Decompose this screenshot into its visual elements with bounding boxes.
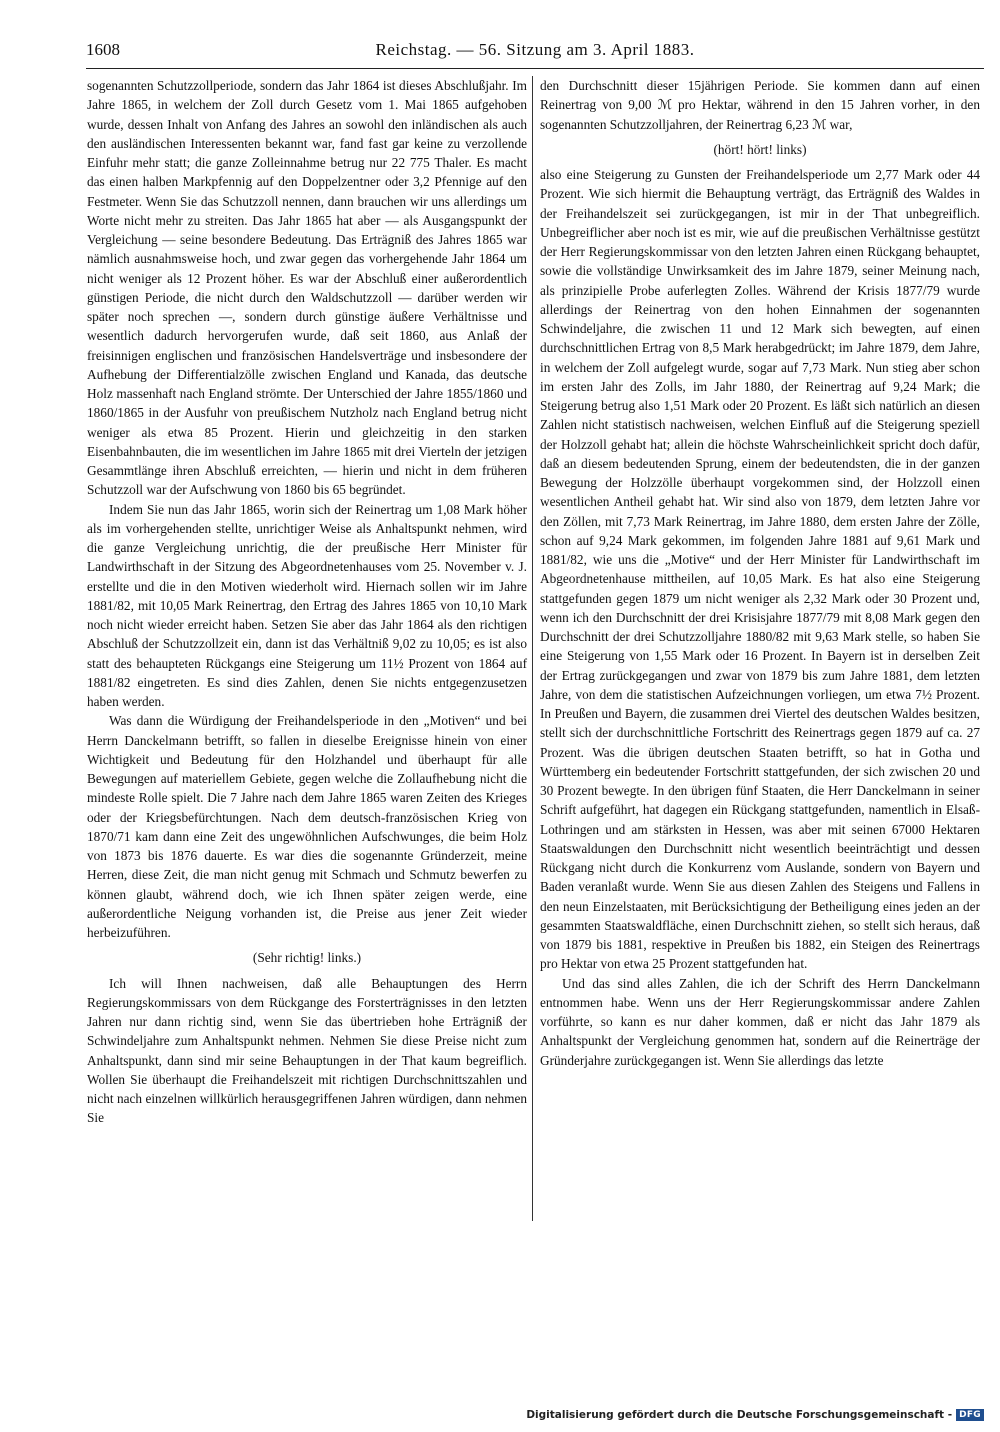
paragraph: Ich will Ihnen nachweisen, daß alle Behauptungen des Herrn Regierungskommissars von dem Rückgange des Forsterträgnisses in den letzten Jahren nur dann richtig sind, wenn Sie das übertrieben hohe Erträgniß der Schwindeljahre zum Anhaltspunkt nehmen. Nehmen Sie diese Preise nicht zum Anhaltspunkt, dann sind mir seine Behauptungen in der That kaum begreiflich. Wollen Sie überhaupt die Freihandelszeit mit richtigen Durchschnittszahlen und nicht nach einzelnen willkürlich herausgegriffenen Jahren würdigen, dann nehmen Sie <box>87 975 527 1126</box>
page-number: 1608 <box>86 40 120 59</box>
right-column <box>540 76 980 1070</box>
interjection: (hört! hört! links) <box>713 141 807 157</box>
paragraph: Und das sind alles Zahlen, die ich der Schrift des Herrn Danckelmann entnommen habe. Wenn uns der Herr Regierungskommissar andere Zahlen vorführte, so kann es nur daher kommen, daß er nicht das Jahr 1879 als Anhaltspunkt der Vergleichung genommen hat, sondern auf die Reinerträge der Gründerjahre zurückgegangen ist. Wenn Sie allerdings das letzte <box>540 975 980 1068</box>
left-column <box>87 76 527 1128</box>
page-header <box>86 36 984 66</box>
paragraph: den Durchschnitt dieser 15jährigen Periode. Sie kommen dann auf einen Reinertrag von 9,00 ℳ pro Hektar, während in den 15 Jahren vorher, in den sogenannten Schutzzolljahren, der Reinertrag 6,23 ℳ war, <box>540 78 980 132</box>
footer-credit <box>526 1408 984 1422</box>
paragraph: sogenannten Schutzzollperiode, sondern das Jahr 1864 ist dieses Abschlußjahr. Im Jahre 1865, in welchem der Zoll durch Gesetz vom 1. Mai 1865 aufgehoben wurde, dessen Inhalt von Anfang des Jahres an sowohl den inländischen als auch den ausländischen Interessenten bekannt war, fand fast gar keine zu verzollende Einfuhr mehr statt; die ganze Zolleinnahme betrug nur 22 775 Thaler. Es macht das einen halben Markpfennig auf den Doppelzentner oder 3,2 Pfennige auf den Festmeter. Wenn Sie das Schutzzoll nennen, dann brauchen wir uns allerdings um Worte nicht mehr zu streiten. Das Jahr 1865 hat aber — als Ausgangspunkt der Vergleichung — seine besondere Bedeutung. Das Erträgniß des Jahres 1865 war nämlich ausnahmsweise hoch, und zwar gegen das vorhergehende Jahr 1864 um nicht weniger als 12 Prozent höher. Es war der Abschluß einer außerordentlich günstigen Periode, die nicht durch den Waldschutzzoll — darüber werden wir später noch sprechen —, sondern durch günstige äußere Verhältnisse und wesentlich dadurch hervorgerufen wurde, daß seit 1860, aus Anlaß der freisinnigen englischen und französischen Handelsverträge und insbesondere der Aufhebung der Differentialzölle zwischen England und Kanada, das deutsche Holz massenhaft nach England strömte. Der Unterschied der Jahre 1855/1860 und 1860/1865 in der Ausfuhr von preußischem Nutzholz nach England betrug nicht weniger als etwa 85 Prozent. Hierin und gleichzeitig in den starken Eisenbahnbauten, die im wesentlichen im Jahre 1865 mit drei Vierteln der jetzigen Gesammtlänge ihren Abschluß erreichten, — hierin und nicht in dem früheren Schutzzoll war der Aufschwung von 1860 bis 65 begründet. <box>87 78 527 498</box>
footer-text: Digitalisierung gefördert durch die Deutsche Forschungsgemeinschaft - <box>526 1409 953 1421</box>
header-rule <box>86 68 984 69</box>
paragraph: Indem Sie nun das Jahr 1865, worin sich der Reinertrag um 1,08 Mark höher als im vorhergehenden stellte, unrichtiger Weise als Anhaltspunkt nehmen, wird die ganze Vergleichung unrichtig, die der preußische Herr Minister für Landwirthschaft in der Sitzung des Abgeordnetenhauses vom 25. November v. J. erstellte und die in den Motiven wiederholt wird. Hiernach sollen wir im Jahre 1881/82, mit 10,05 Mark Reinertrag, den Ertrag des Jahres 1865 von 10,10 Mark noch nicht wieder erreicht haben. Setzen Sie aber das Jahr 1864 als den richtigen Abschluß der Schutzzollzeit ein, dann ist das Verhältniß 9,02 zu 10,05; es ist also statt des behaupteten Rückgangs eine Steigerung um 11½ Prozent von 1864 auf 1881/82 eingetreten. Es sind dies Zahlen, denen Sie nichts entgegenzusetzen haben werden. <box>87 501 527 709</box>
column-divider <box>532 76 533 1221</box>
page-title: Reichstag. — 56. Sitzung am 3. April 1883. <box>375 40 695 59</box>
paragraph: Was dann die Würdigung der Freihandelsperiode in den „Motiven“ und bei Herrn Danckelmann betrifft, so fallen in dieselbe Ereignisse hinein von einer Wichtigkeit und Bedeutung für den Holzhandel und überhaupt für alle Bewegungen auf materiellem Gebiete, gegen welche die Zollaufhebung nicht die mindeste Rolle spielt. Die 7 Jahre nach dem Jahre 1865 waren Zeiten des Krieges oder der Kriegsbefürchtungen. Nach dem deutsch-französischen Krieg von 1870/71 kam dann eine Zeit des ungewöhnlichen Aufschwunges, die beim Holz von 1873 bis 1876 dauerte. Es war dies die sogenannte Gründerzeit, meine Herren, diese Zeit, die man nicht genug mit Schmach und Schmutz bewerfen zu können glaubt, während doch, wie ich Ihnen später zeigen werde, eine außerordentliche Neigung vorhanden ist, die Preise aus jener Zeit wieder herbeizuführen. <box>87 713 527 940</box>
paragraph: also eine Steigerung zu Gunsten der Freihandelsperiode um 2,77 Mark oder 44 Prozent. Wie sich hiermit die Behauptung verträgt, das Erträgniß des Waldes in der Freihandelszeit sei zurückgegangen, ist mir in der That unbegreiflich. Unbegreiflicher aber noch ist es mir, wie auf die preußischen Verhältnisse gestützt der Herr Regierungskommissar von den letzten Jahren einen Rückgang behauptet, sowie die vollständige Unwirksamkeit des im Jahre 1879, seiner Meinung nach, als prinzipielle Probe auferlegten Zolles. Während der Krisis 1877/79 wurde allerdings der Reinertrag von den hohen Einnahmen der sogenannten Schwindeljahre, die zwischen 11 und 12 Mark sich bewegten, auf einen durchschnittlichen Ertrag von 8,5 Mark herabgedrückt; im Jahre 1879, dem Jahre, in welchem der Zoll aufgelegt wurde, sogar auf 7,73 Mark. Nun stieg aber schon im ersten Jahr des Zolls, im Jahr 1880, der Reinertrag auf 9,24 Mark; die Steigerung betrug also 1,51 Mark oder 20 Prozent. Es läßt sich natürlich an diesen Zahlen nicht statistisch nachweisen, welchen Einfluß auf die Steigerung speziell der Holzzoll gehabt hat; allein die höchste Wahrscheinlichkeit spricht doch dafür, daß an diesem bedeutenden Sprung, einem der bedeutendsten, die in der ganzen Bewegung der Holzzölle überhaupt vorgekommen sind, der Holzzoll einen wesentlichen Antheil gehabt hat. Wir sind also von 1879, dem letzten Jahre vor den Zöllen, mit 7,73 Mark Reinertrag, im Jahre 1880, dem ersten Jahre der Zölle, schon auf 9,24 Mark gekommen, im folgenden Jahre 1881 auf 9,61 Mark und 1881/82, wie uns die „Motive“ und der Herr Minister für Landwirthschaft im Abgeordnetenhause mittheilen, auf 10,05 Mark. Es hat also eine Steigerung stattgefunden gegen 1879 um nicht weniger als 2,32 Mark oder 30 Prozent und, wenn ich den Durchschnitt der drei Krisisjahre 1877/79 mit 8,08 Mark gegen den Durchschnitt der drei Schutzzolljahre 1880/82 mit 9,63 Mark stelle, so haben Sie eine Steigerung von 1,55 Mark oder 16 Prozent. In Bayern ist in derselben Zeit der Ertrag zurückgegangen und zwar von 1879 bis zum Jahre 1881, dem letzten Jahre, von dem die statistischen Aufzeichnungen vorliegen, um etwa 7½ Prozent. In Preußen und Bayern, die zusammen drei Viertel des deutschen Waldes besitzen, stellt sich der durchschnittliche Fortschritt des Reinertrags gegen 1879 auf ca. 27 Prozent. Was die übrigen deutschen Staaten betrifft, so hat in Gotha und Württemberg ein bedeutender Fortschritt stattgefunden, der sich zwischen 20 und 30 Prozent bewegte. In den übrigen fünf Staaten, die Herr Danckelmann in seiner Schrift aufgeführt, hat dagegen ein Rückgang stattgefunden, namentlich in Elsaß-Lothringen und am stärksten in Hessen, was aber mit seinen 67000 Hektaren Staatswaldungen den Durchschnitt nicht wesentlich beeinträchtigt und dessen Rückgang nicht durch die Konkurrenz vom Auslande, sondern von Bayern und Baden veranlaßt wurde. Wenn Sie aus diesen Zahlen des Steigens und Fallens in den neun Einzelstaaten, mit Berücksichtigung der Betheiligung eines jeden an der gesammten Staatswaldfläche, einen Durchschnitt ziehen, so stellt sich heraus, daß von 1879 bis 1881, respektive in Preußen bis 1882, ein Steigen des Reinertrags pro Hektar von etwa 25 Prozent stattgefunden hat. <box>540 167 980 972</box>
dfg-logo: DFG <box>956 1409 984 1421</box>
interjection: (Sehr richtig! links.) <box>252 950 362 966</box>
